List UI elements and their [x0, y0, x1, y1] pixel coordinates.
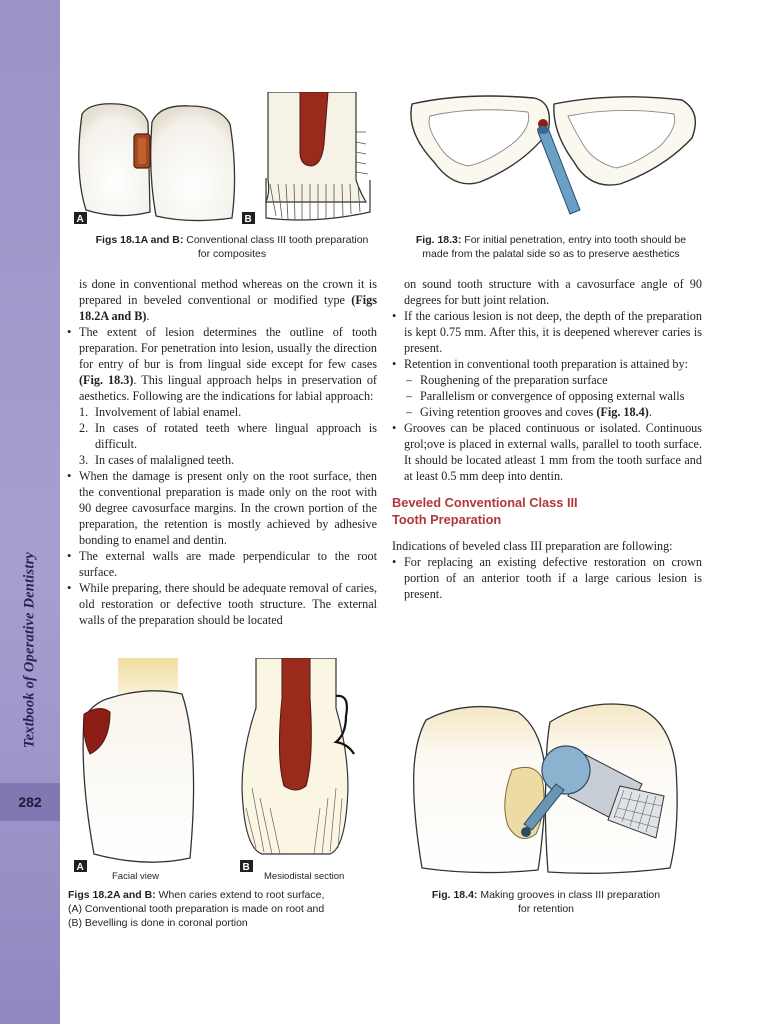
mesiodistal-section-illustration [242, 658, 354, 854]
figure-18-3-caption: Fig. 18.3: For initial penetration, entry into tooth should be made from the palatal side so as to preserve aesthetics [415, 234, 687, 260]
list-item: – Roughening of the preparation surface [392, 372, 702, 388]
list-item: • Grooves can be placed continuous or isolated. Continuous grol;ove is placed in external walls, parallel to tooth surface. It should be located atleast 1 mm from the tooth surface and at least 0.5 mm deep into dentin. [392, 420, 702, 484]
figure-18-4 [408, 698, 700, 876]
palatal-view-illustration [411, 96, 695, 214]
section-illustration [266, 92, 370, 220]
list-item: • Retention in conventional tooth preparation is attained by: [392, 356, 702, 372]
list-item: 2. In cases of rotated teeth where lingual approach is difficult. [79, 421, 377, 451]
list-item: • While preparing, there should be adequate removal of caries, old restoration or defective tooth structure. The external walls of the preparation should be located [67, 580, 377, 628]
left-column: is done in conventional method whereas on the crown it is prepared in beveled conventional or modified type (Figs 18.2A and B). • The extent of lesion determines the outline of tooth preparation. For penetration into lesion, usually the direction for entry of bur is from lingual side except for few cases (Fig. 18.3). This lingual approach helps in preservation of aesthetics. Following are the indications for labial approach: 1. Involvement of labial enamel. 2. In cases of rotated teeth where lingual approach is difficult. 3. In cases of malaligned teeth. • When the damage is present only on the root surface, then the conventional preparation is made only on the root with 90 degree cavosurface margins. In the crown portion of the preparation, the retention is mostly achieved by adhesive bonding to enamel and dentin. • The external walls are made perpendicular to the root surface. • While preparing, there should be adequate removal of caries, old restoration or defective tooth structure. The external walls of the preparation should be located [67, 276, 377, 628]
facial-view-illustration [83, 658, 193, 862]
label-a: A [76, 214, 84, 225]
label-b: B [244, 214, 252, 225]
book-title: Textbook of Operative Dentistry [21, 551, 38, 749]
figure-18-2-caption: Figs 18.2A and B: When caries extend to root surface, (A) Conventional tooth preparation is made on root and (B) Bevelling is done in coronal portion [68, 889, 325, 929]
paragraph: Indications of beveled class III preparation are following: [392, 539, 673, 553]
figure-18-2 [70, 658, 380, 884]
page-number: 282 [0, 783, 60, 821]
sublabel-mesiodistal-section: Mesiodistal section [264, 871, 345, 882]
list-item: • If the carious lesion is not deep, the depth of the preparation is kept 0.75 mm. After this, it is deepened wherever caries is present. [392, 308, 702, 356]
list-item: • For replacing an existing defective restoration on crown portion of an anterior tooth if a large carious lesion is present. [392, 554, 702, 602]
list-item: • When the damage is present only on the root surface, then the conventional preparation is made only on the root with 90 degree cavosurface margins. In the crown portion of the preparation, the retention is mostly achieved by adhesive bonding to enamel and dentin. [67, 468, 377, 548]
list-item: – Parallelism or convergence of opposing external walls [392, 388, 702, 404]
figure-18-1-caption: Figs 18.1A and B: Conventional class III tooth preparation for composites [95, 234, 369, 260]
sublabel-facial-view: Facial view [112, 871, 159, 882]
list-item: • The extent of lesion determines the outline of tooth preparation. For penetration into lesion, usually the direction for entry of bur is from lingual side except for few cases (Fig. 18.3). This lingual approach helps in preservation of aesthetics. Following are the indications for labial approach: [67, 324, 377, 404]
sidebar-band [0, 0, 60, 1024]
right-column: on sound tooth structure with a cavosurface angle of 90 degrees for butt joint relation. • If the carious lesion is not deep, the depth of the preparation is kept 0.75 mm. After this, it is deepened wherever caries is present. • Retention in conventional tooth preparation is attained by: – Roughening of the preparation surface – Parallelism or convergence of opposing external walls – Giving retention grooves and coves (Fig. 18.4). • Grooves can be placed continuous or isolated. Continuous grol;ove is placed in external walls, parallel to tooth surface. It should be located atleast 1 mm from the tooth surface and at least 0.5 mm deep into dentin. Beveled Conventional Class III Tooth Preparation Indications of beveled class III preparation are following: • For replacing an existing defective restoration on crown portion of an anterior tooth if a large carious lesion is present. [392, 276, 702, 602]
figure-18-3 [404, 92, 704, 218]
list-item: – Giving retention grooves and coves (Fig. 18.4). [392, 404, 702, 420]
section-heading: Beveled Conventional Class III Tooth Preparation [392, 495, 578, 527]
label-a: A [76, 862, 84, 873]
label-b: B [242, 862, 250, 873]
figure-18-1 [70, 92, 392, 226]
incisor-pair-illustration [79, 104, 235, 221]
list-item: 3. In cases of malaligned teeth. [79, 453, 235, 467]
list-item: • The external walls are made perpendicular to the root surface. [67, 548, 377, 580]
figure-18-4-caption: Fig. 18.4: Making grooves in class III preparation for retention [431, 889, 661, 915]
list-item: 1. Involvement of labial enamel. [79, 405, 242, 419]
